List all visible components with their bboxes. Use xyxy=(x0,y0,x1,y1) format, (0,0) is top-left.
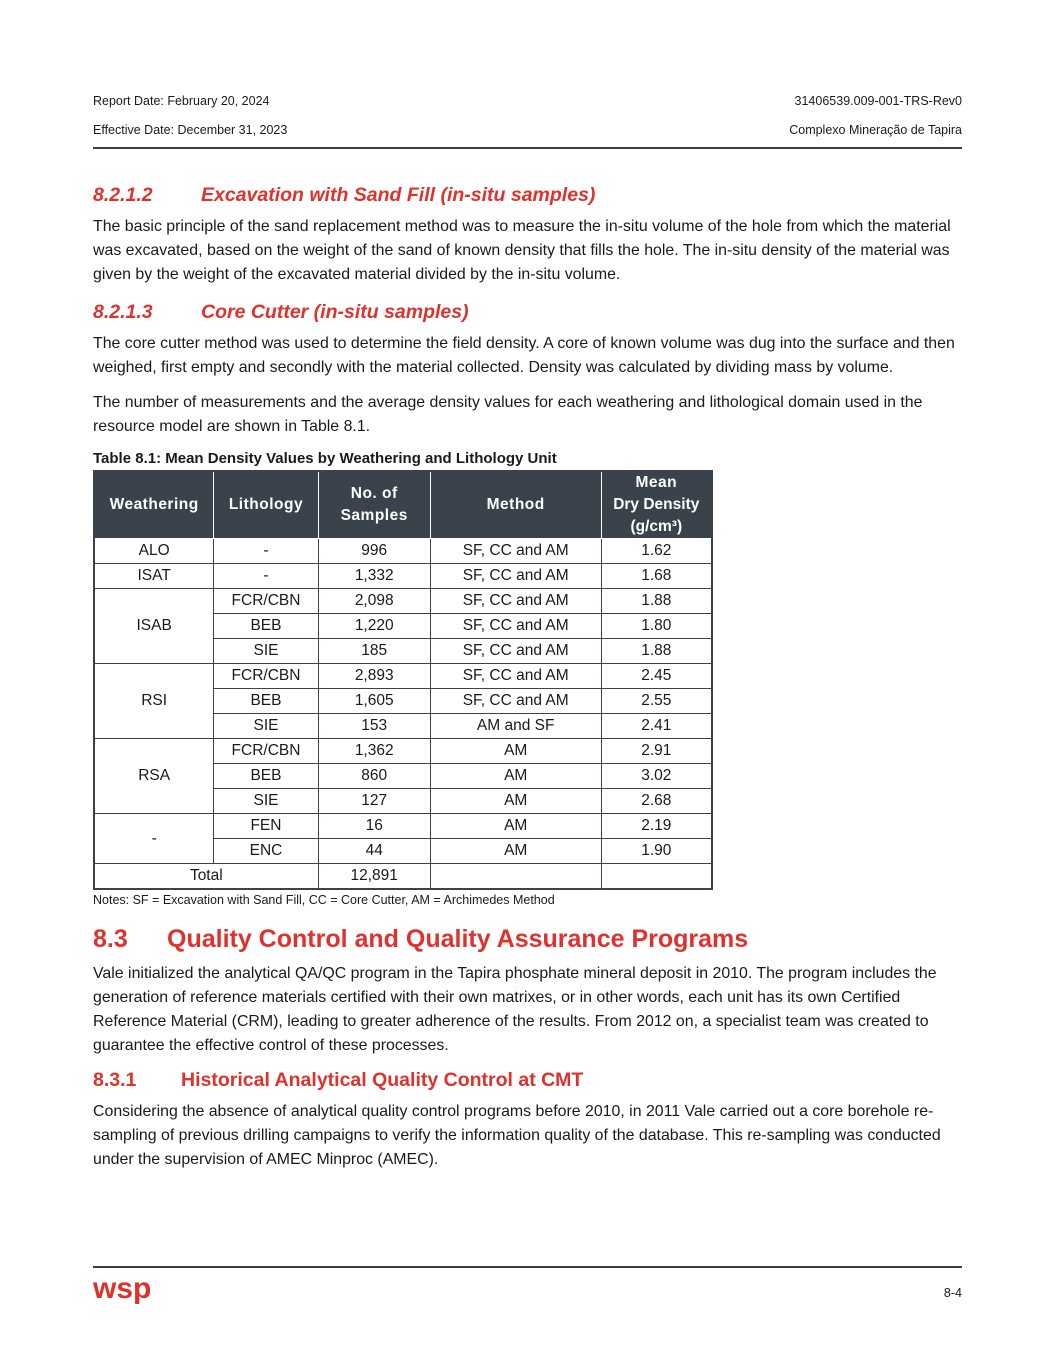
cell-method: AM xyxy=(430,814,601,839)
cell-density: 2.91 xyxy=(601,739,712,764)
cell-method: SF, CC and AM xyxy=(430,689,601,714)
total-value: 12,891 xyxy=(318,864,430,890)
cell-lithology: BEB xyxy=(214,614,318,639)
cell-samples: 127 xyxy=(318,789,430,814)
report-date: Report Date: February 20, 2024 xyxy=(93,94,270,108)
cell-method: AM xyxy=(430,764,601,789)
cell-method: SF, CC and AM xyxy=(430,564,601,589)
cell-samples: 44 xyxy=(318,839,430,864)
cell-method: SF, CC and AM xyxy=(430,614,601,639)
header-row-1 xyxy=(93,94,962,108)
cell-weathering: ALO xyxy=(94,539,214,564)
section-title: Historical Analytical Quality Control at CMT xyxy=(181,1069,584,1091)
cell-samples: 1,332 xyxy=(318,564,430,589)
cell-samples: 153 xyxy=(318,714,430,739)
cell-weathering: ISAB xyxy=(94,589,214,664)
cell-density: 1.90 xyxy=(601,839,712,864)
col-weathering: Weathering xyxy=(94,471,214,539)
table-total-row xyxy=(94,864,712,890)
section-8-2-1-2-paragraph: The basic principle of the sand replacement method was to measure the in-situ volume of the hole from which the material was excavated, based on the weight of the sand of known density that fills the hole. The in-situ density of the material was given by the weight of the excavated material divided by the in-situ volume. xyxy=(93,218,951,283)
main-content xyxy=(93,184,962,1183)
cell-lithology: FEN xyxy=(214,814,318,839)
cell-weathering: RSA xyxy=(94,739,214,814)
document-number: 31406539.009-001-TRS-Rev0 xyxy=(794,94,962,108)
cell-method: SF, CC and AM xyxy=(430,664,601,689)
page-number: 8-4 xyxy=(943,1286,962,1300)
table-caption: Table 8.1: Mean Density Values by Weathering and Lithology Unit xyxy=(93,450,557,467)
cell-samples: 1,220 xyxy=(318,614,430,639)
cell-method: AM xyxy=(430,739,601,764)
cell-samples: 2,098 xyxy=(318,589,430,614)
section-8-2-1-2-heading xyxy=(93,184,962,207)
table-notes: Notes: SF = Excavation with Sand Fill, CC = Core Cutter, AM = Archimedes Method xyxy=(93,893,555,907)
col-method: Method xyxy=(430,471,601,539)
section-8-3-heading xyxy=(93,925,962,954)
section-8-2-1-3-heading xyxy=(93,301,962,324)
svg-text:wsp: wsp xyxy=(93,1276,152,1305)
table-row xyxy=(94,664,712,689)
wsp-logo-icon xyxy=(93,1276,157,1308)
cell-samples: 996 xyxy=(318,539,430,564)
cell-density: 3.02 xyxy=(601,764,712,789)
total-label: Total xyxy=(94,864,318,890)
cell-samples: 1,362 xyxy=(318,739,430,764)
cell-method: AM xyxy=(430,789,601,814)
cell-samples: 2,893 xyxy=(318,664,430,689)
section-8-3-1-heading xyxy=(93,1069,962,1092)
section-8-2-1-3-paragraph-2: The number of measurements and the average density values for each weathering and lithological domain used in the resource model are shown in Table 8.1. xyxy=(93,394,923,435)
cell-density: 2.19 xyxy=(601,814,712,839)
cell-method: SF, CC and AM xyxy=(430,639,601,664)
cell-density: 1.88 xyxy=(601,589,712,614)
cell-method: SF, CC and AM xyxy=(430,539,601,564)
cell-density: 1.88 xyxy=(601,639,712,664)
cell-lithology: SIE xyxy=(214,714,318,739)
cell-lithology: FCR/CBN xyxy=(214,589,318,614)
cell-lithology: FCR/CBN xyxy=(214,664,318,689)
cell-density: 1.68 xyxy=(601,564,712,589)
header-divider xyxy=(93,147,962,149)
cell-method xyxy=(430,864,601,890)
cell-samples: 1,605 xyxy=(318,689,430,714)
col-samples: No. of Samples xyxy=(318,471,430,539)
section-8-3-paragraph: Vale initialized the analytical QA/QC program in the Tapira phosphate mineral deposit in 2010. The program includes the generation of reference materials certified with their own matrixes, or in other words, each unit has its own Certified Reference Material (CRM), leading to greater adherence of the results. From 2012 on, a specialist team was created to guarantee the effective control of these processes. xyxy=(93,965,937,1054)
table-row xyxy=(94,539,712,564)
cell-lithology: SIE xyxy=(214,789,318,814)
section-8-2-1-3-paragraph-1: The core cutter method was used to determine the field density. A core of known volume was dug into the surface and then weighed, first empty and secondly with the material collected. Density was calculated by dividing mass by volume. xyxy=(93,335,955,376)
cell-method: SF, CC and AM xyxy=(430,589,601,614)
cell-density: 2.55 xyxy=(601,689,712,714)
cell-samples: 860 xyxy=(318,764,430,789)
cell-method: AM xyxy=(430,839,601,864)
cell-weathering: ISAT xyxy=(94,564,214,589)
project-name: Complexo Mineração de Tapira xyxy=(789,123,962,137)
header-row-2 xyxy=(93,123,962,137)
table-row xyxy=(94,739,712,764)
section-title: Quality Control and Quality Assurance Programs xyxy=(167,925,749,953)
cell-density: 2.41 xyxy=(601,714,712,739)
cell-weathering: - xyxy=(94,814,214,864)
section-number: 8.3 xyxy=(93,925,128,953)
cell-density xyxy=(601,864,712,890)
footer-divider xyxy=(93,1266,962,1268)
cell-density: 2.45 xyxy=(601,664,712,689)
cell-lithology: SIE xyxy=(214,639,318,664)
cell-density: 1.80 xyxy=(601,614,712,639)
section-number: 8.3.1 xyxy=(93,1069,137,1091)
section-title: Core Cutter (in-situ samples) xyxy=(201,301,469,323)
table-header-row xyxy=(94,471,712,539)
col-lithology: Lithology xyxy=(214,471,318,539)
table-row xyxy=(94,589,712,614)
cell-lithology: BEB xyxy=(214,764,318,789)
section-title: Excavation with Sand Fill (in-situ samples) xyxy=(201,184,596,206)
cell-method: AM and SF xyxy=(430,714,601,739)
table-row xyxy=(94,564,712,589)
cell-samples: 185 xyxy=(318,639,430,664)
cell-lithology: - xyxy=(214,539,318,564)
cell-lithology: FCR/CBN xyxy=(214,739,318,764)
wsp-logo xyxy=(93,1276,157,1313)
effective-date: Effective Date: December 31, 2023 xyxy=(93,123,288,137)
cell-lithology: ENC xyxy=(214,839,318,864)
cell-lithology: BEB xyxy=(214,689,318,714)
section-8-3-1-paragraph: Considering the absence of analytical quality control programs before 2010, in 2011 Vale carried out a core borehole re-sampling of previous drilling campaigns to verify the information quality of the database. This re-sampling was conducted under the supervision of AMEC Minproc (AMEC). xyxy=(93,1103,941,1168)
section-number: 8.2.1.3 xyxy=(93,301,153,323)
cell-weathering: RSI xyxy=(94,664,214,739)
section-number: 8.2.1.2 xyxy=(93,184,153,206)
cell-density: 1.62 xyxy=(601,539,712,564)
density-table xyxy=(93,470,713,890)
col-density: Mean Dry Density (g/cm³) xyxy=(601,471,712,539)
table-row xyxy=(94,814,712,839)
cell-samples: 16 xyxy=(318,814,430,839)
cell-density: 2.68 xyxy=(601,789,712,814)
cell-lithology: - xyxy=(214,564,318,589)
